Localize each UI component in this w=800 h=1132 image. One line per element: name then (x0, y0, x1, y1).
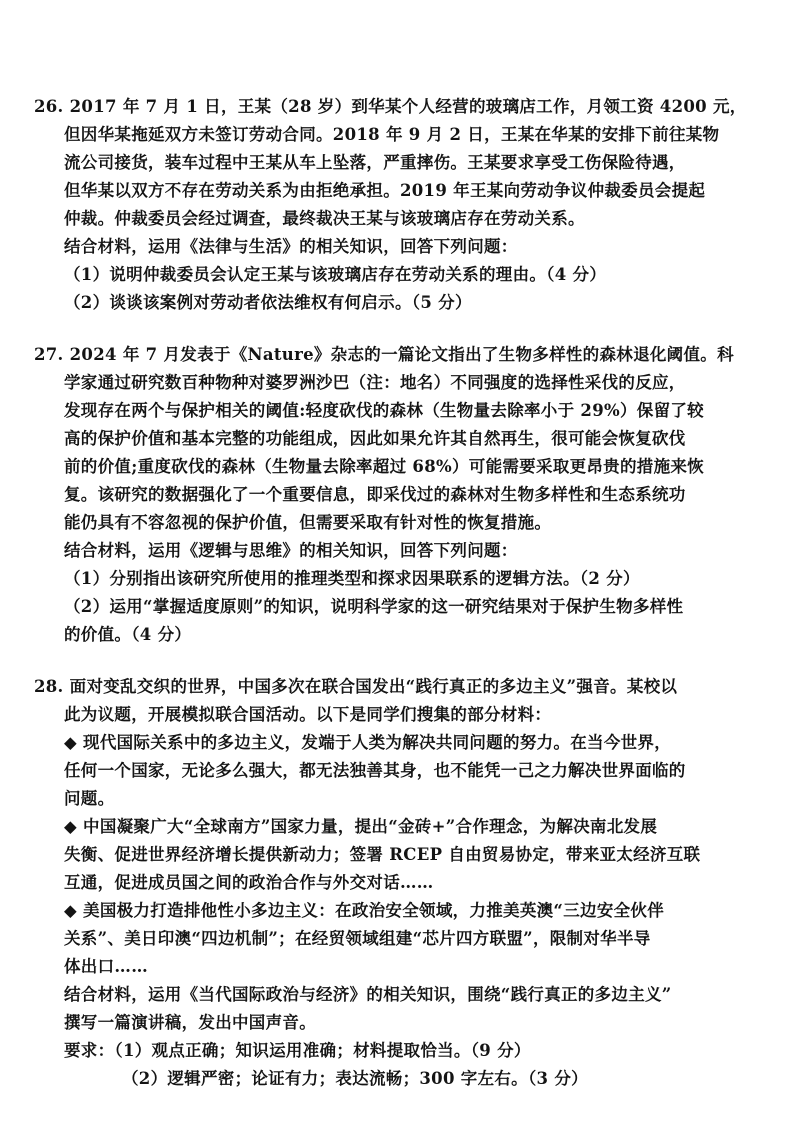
question-28-line-1: 28. 面对变乱交织的世界，中国多次在联合国发出“践行真正的多边主义”强音。某校以 (34, 677, 678, 696)
question-number: 27. (34, 345, 64, 364)
question-text-line: 流公司接货，装车过程中王某从车上坠落，严重摔伤。王某要求享受工伤保险待遇， (64, 153, 686, 172)
question-text-line: 此为议题，开展模拟联合国活动。以下是同学们搜集的部分材料： (64, 705, 552, 724)
question-text-line: 复。该研究的数据强化了一个重要信息，即采伐过的森林对生物多样性和生态系统功 (64, 485, 686, 504)
requirement-1: 要求：（1）观点正确；知识运用准确；材料提取恰当。（9 分） (64, 1041, 531, 1060)
material-bullet-1-cont: 问题。 (64, 789, 115, 808)
question-text-line: 但因华某拖延双方未签订劳动合同。2018 年 9 月 2 日，王某在华某的安排下前往某物 (64, 125, 720, 144)
question-text-line: 但华某以双方不存在劳动关系为由拒绝承担。2019 年王某向劳动争议仲裁委员会提起 (64, 181, 706, 200)
sub-question-2: （2）谈谈该案例对劳动者依法维权有何启示。（5 分） (64, 293, 472, 312)
material-bullet-2-cont: 互通，促进成员国之间的政治合作与外交对话…… (64, 873, 434, 892)
question-text-line: 高的保护价值和基本完整的功能组成，因此如果允许其自然再生，很可能会恢复砍伐 (64, 429, 686, 448)
material-bullet-1: ◆ 现代国际关系中的多边主义，发端于人类为解决共同问题的努力。在当今世界， (64, 733, 672, 752)
question-prompt: 结合材料，运用《当代国际政治与经济》的相关知识，围绕“践行真正的多边主义” (64, 985, 672, 1004)
question-text-line: 前的价值;重度砍伐的森林（生物量去除率超过 68%）可能需要采取更昂贵的措施来恢 (64, 457, 704, 476)
question-number: 28. (34, 677, 64, 696)
sub-question-1: （1）说明仲裁委员会认定王某与该玻璃店存在劳动关系的理由。（4 分） (64, 265, 607, 284)
material-bullet-2: ◆ 中国凝聚广大“全球南方”国家力量，提出“金砖+”合作理念，为解决南北发展 (64, 817, 658, 836)
question-prompt: 结合材料，运用《逻辑与思维》的相关知识，回答下列问题： (64, 541, 518, 560)
requirement-2: （2）逻辑严密；论证有力；表达流畅；300 字左右。（3 分） (122, 1069, 588, 1088)
sub-question-1: （1）分别指出该研究所使用的推理类型和探求因果联系的逻辑方法。（2 分） (64, 569, 640, 588)
sub-question-2-cont: 的价值。（4 分） (64, 625, 192, 644)
question-text-line: 发现存在两个与保护相关的阈值:轻度砍伐的森林（生物量去除率小于 29%）保留了较 (64, 401, 704, 420)
material-bullet-2-cont: 失衡、促进世界经济增长提供新动力；签署 RCEP 自由贸易协定，带来亚太经济互联 (64, 845, 701, 864)
material-bullet-3-cont: 关系”、美日印澳“四边机制”；在经贸领域组建“芯片四方联盟”，限制对华半导 (64, 929, 651, 948)
material-bullet-1-cont: 任何一个国家，无论多么强大，都无法独善其身，也不能凭一己之力解决世界面临的 (64, 761, 686, 780)
question-text-line: 能仍具有不容忽视的保护价值，但需要采取有针对性的恢复措施。 (64, 513, 552, 532)
question-number: 26. (34, 97, 64, 116)
question-26-line-1: 26. 2017 年 7 月 1 日，王某（28 岁）到华某个人经营的玻璃店工作，月领工资 4200 元， (34, 97, 747, 116)
sub-question-2: （2）运用“掌握适度原则”的知识，说明科学家的这一研究结果对于保护生物多样性 (64, 597, 684, 616)
question-prompt: 结合材料，运用《法律与生活》的相关知识，回答下列问题： (64, 237, 518, 256)
material-bullet-3-cont: 体出口…… (64, 957, 148, 976)
material-bullet-3: ◆ 美国极力打造排他性小多边主义：在政治安全领域，力推美英澳“三边安全伙伴 (64, 901, 665, 920)
question-prompt-cont: 撰写一篇演讲稿，发出中国声音。 (64, 1013, 316, 1032)
question-text-line: 仲裁。仲裁委员会经过调查，最终裁决王某与该玻璃店存在劳动关系。 (64, 209, 585, 228)
question-text-line: 学家通过研究数百种物种对婆罗洲沙巴（注：地名）不同强度的选择性采伐的反应， (64, 373, 686, 392)
question-27-line-1: 27. 2024 年 7 月发表于《Nature》杂志的一篇论文指出了生物多样性的森林退化阈值。科 (34, 345, 734, 364)
